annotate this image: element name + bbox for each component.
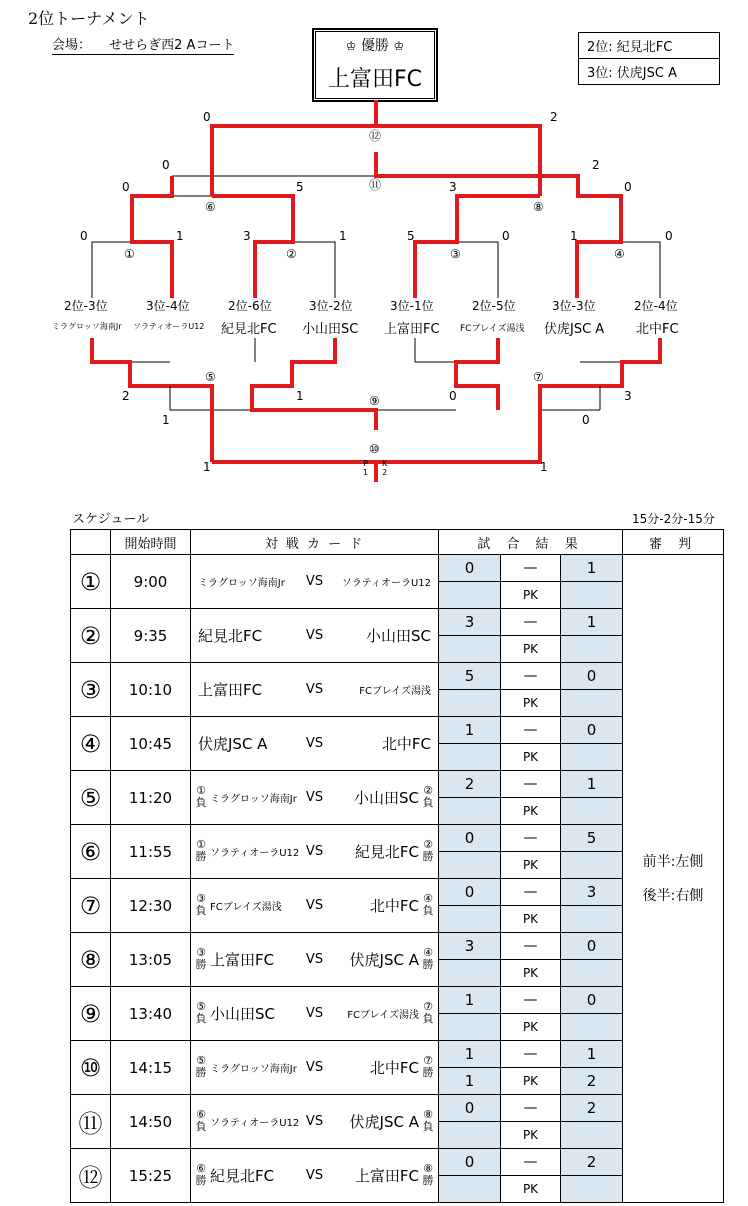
vs-label: VS — [305, 681, 324, 697]
team-name: 紀見北FC — [221, 322, 277, 337]
pk-score-1 — [439, 582, 501, 609]
score-1: 0 — [439, 1149, 501, 1176]
crown-icon: ♔ — [393, 39, 405, 53]
score: 0 — [162, 158, 170, 172]
start-time: 12:30 — [111, 879, 191, 933]
team-2: 小山田SC — [354, 788, 419, 807]
pk-score-1 — [439, 960, 501, 987]
score-2: 3 — [561, 879, 623, 906]
crown-icon: ♔ — [345, 39, 357, 53]
winner-box — [313, 29, 437, 101]
pk-score-2 — [561, 636, 623, 663]
pk-left: P 1 — [363, 459, 369, 477]
team-1: 紀見北FC — [210, 1166, 275, 1185]
score: 1 — [339, 229, 347, 243]
pk-score-2 — [561, 906, 623, 933]
score-1: 1 — [439, 717, 501, 744]
ranking-table — [578, 32, 720, 85]
score-separator: — — [501, 717, 561, 744]
vs-label: VS — [305, 789, 324, 805]
team-1: ミラグロッソ海南Jr — [210, 1063, 297, 1075]
qualifier: ⑥負 — [195, 1108, 207, 1133]
start-time: 10:10 — [111, 663, 191, 717]
pk-score-1 — [439, 1014, 501, 1041]
score-2: 2 — [561, 1149, 623, 1176]
pk-right: K 2 — [382, 459, 388, 477]
start-time: 13:05 — [111, 933, 191, 987]
team-1: 伏虎JSC A — [198, 734, 268, 753]
pk-score-2 — [561, 690, 623, 717]
score-2: 0 — [561, 717, 623, 744]
score: 5 — [296, 180, 304, 194]
match-number: ⑤ — [71, 771, 111, 825]
match-number: ② — [71, 609, 111, 663]
pk-score-2 — [561, 960, 623, 987]
match-format: 15分-2分-15分 — [632, 512, 715, 526]
score-1: 0 — [439, 825, 501, 852]
qualifier: ②負 — [422, 784, 434, 809]
match-card — [191, 1095, 439, 1149]
team-2: 上富田FC — [354, 1166, 419, 1185]
tournament-bracket — [0, 100, 748, 490]
team-2: 小山田SC — [366, 626, 431, 645]
score-2: 0 — [561, 987, 623, 1014]
schedule-table — [70, 529, 724, 1203]
page-title: 2位トーナメント — [28, 9, 150, 28]
match-card — [191, 933, 439, 987]
pk-label: PK — [501, 798, 561, 825]
pk-score-1 — [439, 798, 501, 825]
team-1: 上富田FC — [210, 950, 275, 969]
match-mark: ⑧ — [533, 200, 544, 214]
header-time: 開始時間 — [111, 530, 191, 555]
vs-label: VS — [305, 897, 324, 913]
vs-label: VS — [305, 1113, 324, 1129]
pk-score-2 — [561, 852, 623, 879]
score-1: 1 — [439, 1041, 501, 1068]
header-result: 試 合 結 果 — [439, 530, 623, 555]
pk-score-2 — [561, 1176, 623, 1203]
match-number: ⑫ — [71, 1149, 111, 1203]
rank-team: 紀見北FC — [616, 40, 673, 55]
qualifier: ⑥勝 — [195, 1162, 207, 1187]
referee-note — [623, 555, 724, 1203]
start-time: 13:40 — [111, 987, 191, 1041]
vs-label: VS — [305, 951, 324, 967]
qualifier: ③負 — [195, 892, 207, 917]
pk-label: PK — [501, 1176, 561, 1203]
pk-score-1 — [439, 906, 501, 933]
team-name: 北中FC — [636, 322, 679, 337]
team-1: ミラグロッソ海南Jr — [210, 793, 297, 805]
score: 0 — [449, 389, 457, 403]
rank-team: 伏虎JSC A — [616, 66, 677, 81]
start-time: 11:20 — [111, 771, 191, 825]
seed-label: 3位-3位 — [552, 299, 596, 313]
pk-label: PK — [501, 906, 561, 933]
qualifier: ③勝 — [195, 946, 207, 971]
score-separator: — — [501, 933, 561, 960]
match-card — [191, 879, 439, 933]
match-number: ① — [71, 555, 111, 609]
seed-label: 2位-4位 — [634, 299, 678, 313]
score-2: 0 — [561, 663, 623, 690]
pk-label: PK — [501, 636, 561, 663]
pk-score-2 — [561, 1014, 623, 1041]
match-card — [191, 663, 439, 717]
match-card — [191, 825, 439, 879]
bracket-lines-red — [92, 100, 660, 482]
score-2: 2 — [561, 1095, 623, 1122]
score-2: 1 — [561, 1041, 623, 1068]
qualifier: ⑧負 — [422, 1108, 434, 1133]
match-mark: ③ — [450, 247, 461, 261]
pk-score-1 — [439, 636, 501, 663]
pk-label: PK — [501, 1068, 561, 1095]
team-2: FCブレイズ湯浅 — [359, 685, 431, 697]
team-2: 北中FC — [369, 1058, 419, 1077]
score-separator: — — [501, 879, 561, 906]
team-name: 伏虎JSC A — [544, 322, 605, 337]
schedule-header-row — [71, 530, 724, 555]
referee-second-half: 後半:右側 — [642, 887, 704, 904]
qualifier: ①負 — [195, 784, 207, 809]
score-separator: — — [501, 1095, 561, 1122]
qualifier: ⑧勝 — [422, 1162, 434, 1187]
schedule-row — [71, 555, 724, 582]
vs-label: VS — [305, 627, 324, 643]
score: 2 — [550, 110, 558, 124]
match-mark: ② — [286, 247, 297, 261]
match-number: ⑥ — [71, 825, 111, 879]
seed-label: 3位-4位 — [146, 299, 190, 313]
match-number: ⑧ — [71, 933, 111, 987]
venue-label: 会場： — [52, 38, 92, 53]
seed-label: 3位-2位 — [309, 299, 353, 313]
start-time: 14:15 — [111, 1041, 191, 1095]
match-mark: ⑥ — [205, 200, 216, 214]
match-mark: ⑤ — [205, 370, 216, 384]
score-separator: — — [501, 663, 561, 690]
rank-label: 2位: — [587, 40, 613, 55]
score: 2 — [592, 158, 600, 172]
pk-score-1 — [439, 852, 501, 879]
team-name: ソラティオーラU12 — [133, 322, 205, 331]
qualifier: ④勝 — [422, 946, 434, 971]
pk-score-2: 2 — [561, 1068, 623, 1095]
team-name: 小山田SC — [302, 322, 359, 337]
match-card — [191, 555, 439, 609]
score-1: 0 — [439, 1095, 501, 1122]
team-2: FCブレイズ湯浅 — [347, 1009, 419, 1021]
pk-score-2 — [561, 1122, 623, 1149]
score: 5 — [407, 229, 415, 243]
seed-label: 2位-5位 — [472, 299, 516, 313]
venue-line — [52, 34, 234, 55]
match-number: ⑨ — [71, 987, 111, 1041]
match-mark: ① — [124, 247, 135, 261]
team-1: ソラティオーラU12 — [210, 1117, 300, 1129]
score: 0 — [80, 229, 88, 243]
team-2: 伏虎JSC A — [349, 1112, 419, 1131]
score-2: 1 — [561, 609, 623, 636]
match-number: ⑩ — [71, 1041, 111, 1095]
winner-label: 優勝 — [361, 38, 389, 54]
match-number: ⑪ — [71, 1095, 111, 1149]
rank-label: 3位: — [587, 66, 613, 81]
vs-label: VS — [305, 1005, 324, 1021]
match-number: ⑦ — [71, 879, 111, 933]
team-2: 北中FC — [381, 734, 431, 753]
match-number: ④ — [71, 717, 111, 771]
score-1: 3 — [439, 609, 501, 636]
team-name: FCブレイズ湯浅 — [460, 324, 525, 334]
score-separator: — — [501, 771, 561, 798]
score: 3 — [624, 389, 632, 403]
start-time: 9:00 — [111, 555, 191, 609]
seed-label: 3位-1位 — [390, 299, 434, 313]
start-time: 14:50 — [111, 1095, 191, 1149]
start-time: 15:25 — [111, 1149, 191, 1203]
score: 1 — [176, 229, 184, 243]
score: 0 — [624, 180, 632, 194]
qualifier: ⑦勝 — [422, 1054, 434, 1079]
qualifier: ②勝 — [422, 838, 434, 863]
score-2: 5 — [561, 825, 623, 852]
qualifier: ⑤負 — [195, 1000, 207, 1025]
vs-label: VS — [305, 1167, 324, 1183]
score-1: 5 — [439, 663, 501, 690]
header-card: 対 戦 カ ー ド — [191, 530, 439, 555]
qualifier: ④負 — [422, 892, 434, 917]
score-1: 3 — [439, 933, 501, 960]
pk-label: PK — [501, 1014, 561, 1041]
pk-label: PK — [501, 1122, 561, 1149]
match-mark: ④ — [614, 247, 625, 261]
winner-name: 上富田FC — [327, 67, 423, 92]
pk-score-2 — [561, 798, 623, 825]
score-1: 1 — [439, 987, 501, 1014]
score-2: 1 — [561, 771, 623, 798]
team-name: 上富田FC — [384, 322, 440, 337]
match-card — [191, 1041, 439, 1095]
score: 0 — [122, 180, 130, 194]
pk-label: PK — [501, 690, 561, 717]
pk-label: PK — [501, 960, 561, 987]
score: 1 — [540, 460, 548, 474]
pk-label: PK — [501, 582, 561, 609]
vs-label: VS — [305, 573, 324, 589]
score-1: 0 — [439, 879, 501, 906]
team-2: 北中FC — [369, 896, 419, 915]
score: 3 — [449, 180, 457, 194]
score-1: 2 — [439, 771, 501, 798]
match-mark: ⑪ — [369, 178, 382, 192]
score: 0 — [582, 413, 590, 427]
qualifier: ⑤勝 — [195, 1054, 207, 1079]
seed-label: 2位-6位 — [228, 299, 272, 313]
score-1: 0 — [439, 555, 501, 582]
vs-label: VS — [305, 843, 324, 859]
match-number: ③ — [71, 663, 111, 717]
pk-score-1 — [439, 744, 501, 771]
rank-row-3rd — [579, 59, 720, 85]
score-separator: — — [501, 1041, 561, 1068]
team-2: 伏虎JSC A — [349, 950, 419, 969]
score-2: 1 — [561, 555, 623, 582]
header-referee: 審 判 — [623, 530, 724, 555]
score-separator: — — [501, 1149, 561, 1176]
start-time: 11:55 — [111, 825, 191, 879]
pk-label: PK — [501, 852, 561, 879]
score: 1 — [296, 389, 304, 403]
match-card — [191, 987, 439, 1041]
referee-first-half: 前半:左側 — [642, 853, 704, 870]
score-separator: — — [501, 987, 561, 1014]
score: 0 — [203, 110, 211, 124]
score: 0 — [665, 229, 673, 243]
qualifier: ⑦負 — [422, 1000, 434, 1025]
pk-score-1 — [439, 1122, 501, 1149]
start-time: 10:45 — [111, 717, 191, 771]
vs-label: VS — [305, 1059, 324, 1075]
match-card — [191, 771, 439, 825]
team-1: FCブレイズ湯浅 — [210, 901, 282, 913]
score: 1 — [203, 460, 211, 474]
vs-label: VS — [305, 735, 324, 751]
score: 1 — [162, 413, 170, 427]
schedule-title: スケジュール — [72, 512, 150, 527]
qualifier: ①勝 — [195, 838, 207, 863]
score-separator: — — [501, 609, 561, 636]
pk-score-1 — [439, 690, 501, 717]
rank-row-2nd — [579, 33, 720, 59]
score-separator: — — [501, 825, 561, 852]
team-1: ミラグロッソ海南Jr — [198, 577, 285, 589]
match-card — [191, 609, 439, 663]
team-name: ミラグロッソ海南Jr — [52, 322, 122, 331]
team-2: 紀見北FC — [354, 842, 419, 861]
score: 3 — [243, 229, 251, 243]
match-mark: ⑨ — [369, 394, 380, 408]
match-mark: ⑦ — [533, 370, 544, 384]
score: 2 — [122, 389, 130, 403]
pk-score-2 — [561, 744, 623, 771]
match-card — [191, 717, 439, 771]
start-time: 9:35 — [111, 609, 191, 663]
team-1: 小山田SC — [210, 1004, 275, 1023]
match-mark: ⑩ — [369, 442, 380, 456]
team-1: ソラティオーラU12 — [210, 847, 300, 859]
venue-name: せせらぎ西2 Aコート — [109, 38, 235, 53]
team-2: ソラティオーラU12 — [341, 577, 431, 589]
pk-score-2 — [561, 582, 623, 609]
score: 0 — [502, 229, 510, 243]
pk-label: PK — [501, 744, 561, 771]
match-mark: ⑫ — [369, 129, 382, 143]
score-2: 0 — [561, 933, 623, 960]
score-separator: — — [501, 555, 561, 582]
pk-score-1 — [439, 1176, 501, 1203]
team-1: 上富田FC — [198, 680, 263, 699]
team-1: 紀見北FC — [198, 626, 263, 645]
score: 1 — [570, 229, 578, 243]
seed-label: 2位-3位 — [64, 299, 108, 313]
pk-score-1: 1 — [439, 1068, 501, 1095]
match-card — [191, 1149, 439, 1203]
